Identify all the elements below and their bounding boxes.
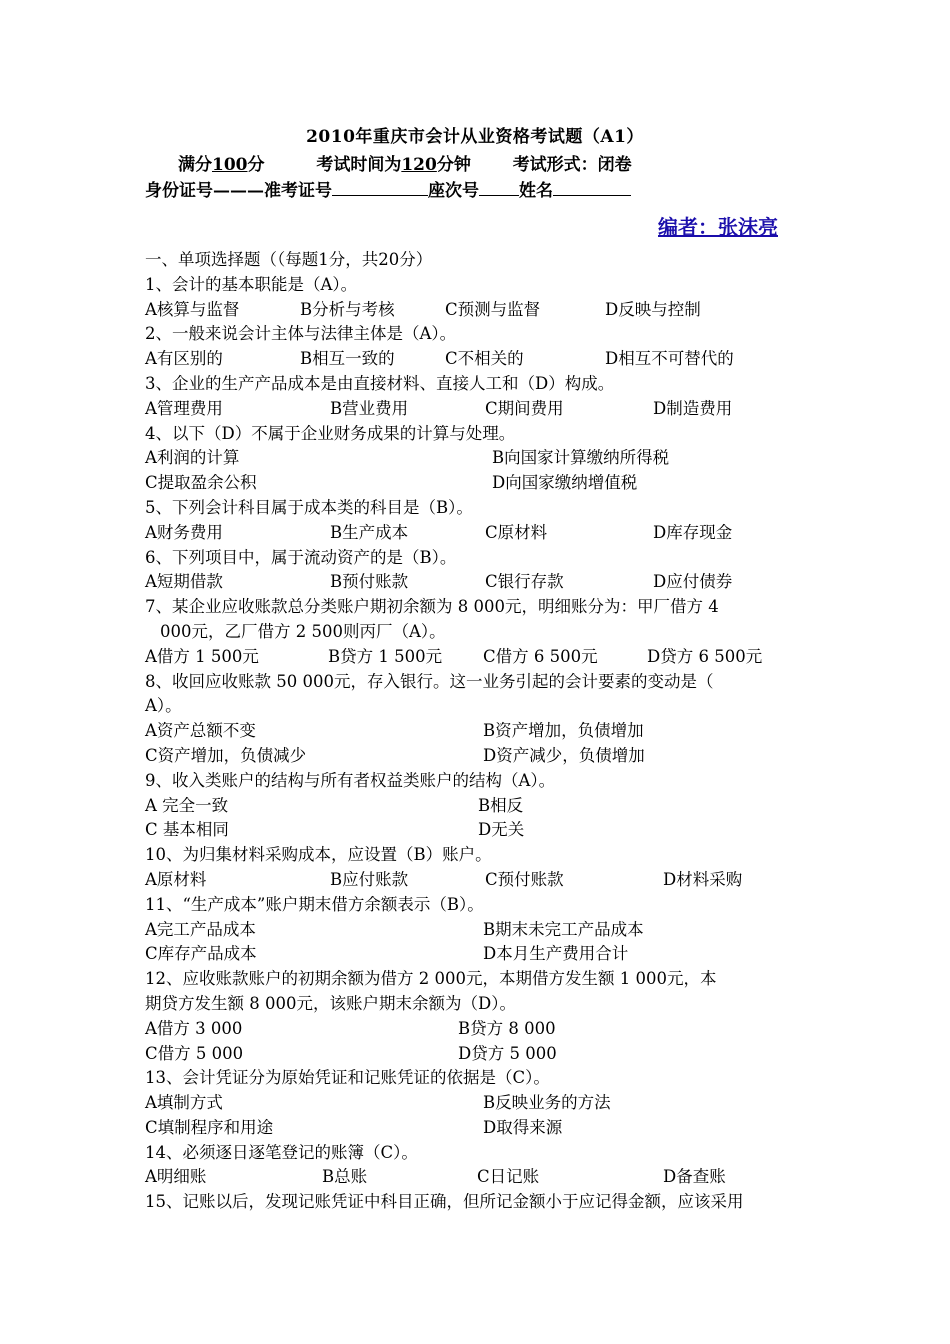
question-15: 15、记账以后，发现记账凭证中科目正确，但所记金额小于应记得金额，应该采用: [145, 1192, 744, 1212]
option: B总账: [322, 1167, 368, 1187]
options-1: [145, 298, 815, 323]
option: D贷方 5 000: [458, 1043, 557, 1063]
option: C原材料: [485, 522, 548, 542]
options-9a: [145, 794, 815, 819]
options-13b: [145, 1116, 815, 1141]
options-4b: [145, 471, 815, 496]
form-label: 考试形式：闭卷: [512, 155, 632, 175]
name-label: 姓名: [519, 181, 553, 201]
option: A管理费用: [145, 398, 223, 418]
option: D贷方 6 500元: [647, 646, 763, 666]
option: B期末未完工产品成本: [483, 919, 644, 939]
option: B营业费用: [330, 398, 409, 418]
question-2: 2、一般来说会计主体与法律主体是（A）。: [145, 324, 457, 344]
question-13: 13、会计凭证分为原始凭证和记账凭证的依据是（C）。: [145, 1068, 550, 1088]
option: A利润的计算: [145, 448, 240, 468]
option: D资产减少，负债增加: [483, 745, 645, 765]
question-list: [145, 248, 815, 1215]
option: B生产成本: [330, 522, 409, 542]
option: B贷方 1 500元: [328, 646, 443, 666]
option: C资产增加，负债减少: [145, 745, 307, 765]
option: C不相关的: [445, 349, 524, 369]
score-label: 满分: [178, 155, 212, 175]
question-8-cont: A）。: [145, 696, 182, 716]
option: B相互一致的: [300, 349, 395, 369]
option: A核算与监督: [145, 299, 240, 319]
option: B资产增加，负债增加: [483, 721, 644, 741]
question-5: 5、下列会计科目属于成本类的科目是（B）。: [145, 497, 473, 517]
options-5: [145, 521, 815, 546]
options-12a: [145, 1017, 815, 1042]
options-11a: [145, 918, 815, 943]
question-1: 1、会计的基本职能是（A）。: [145, 274, 358, 294]
option: B预付账款: [330, 572, 409, 592]
option: D反映与控制: [605, 299, 701, 319]
option: A 完全一致: [145, 795, 229, 815]
question-12: 12、应收账款账户的初期余额为借方 2 000元，本期借方发生额 1 000元，本: [145, 969, 717, 989]
options-11b: [145, 942, 815, 967]
option: D相互不可替代的: [605, 349, 734, 369]
option: A原材料: [145, 869, 207, 889]
options-14: [145, 1165, 815, 1190]
option: C借方 5 000: [145, 1043, 244, 1063]
option: C 基本相同: [145, 820, 229, 840]
id-label: 身份证号———准考证号: [145, 181, 332, 201]
question-6: 6、下列项目中，属于流动资产的是（B）。: [145, 547, 457, 567]
option: C提取盈余公积: [145, 473, 257, 493]
time-value: 120: [401, 155, 437, 175]
option: A财务费用: [145, 522, 223, 542]
option: C填制程序和用途: [145, 1117, 274, 1137]
option: D备查账: [663, 1167, 726, 1187]
options-9b: [145, 818, 815, 843]
name-blank: [553, 179, 631, 196]
option: D应付债券: [653, 572, 733, 592]
option: A完工产品成本: [145, 919, 256, 939]
seat-blank: [479, 179, 519, 196]
options-6: [145, 570, 815, 595]
option: D无关: [478, 820, 525, 840]
options-10: [145, 868, 815, 893]
question-9: 9、收入类账户的结构与所有者权益类账户的结构（A）。: [145, 770, 556, 790]
option: C预付账款: [485, 869, 564, 889]
question-14: 14、必须逐日逐笔登记的账簿（C）。: [145, 1142, 418, 1162]
options-4a: [145, 446, 815, 471]
option: C日记账: [477, 1167, 540, 1187]
score-unit: 分: [247, 155, 265, 175]
option: D材料采购: [663, 869, 743, 889]
option: A资产总额不变: [145, 721, 256, 741]
option: B反映业务的方法: [483, 1093, 611, 1113]
exam-number-blank: [332, 179, 428, 196]
options-8b: [145, 744, 815, 769]
time-label: 考试时间为: [316, 155, 402, 175]
question-12-cont: 期贷方发生额 8 000元，该账户期末余额为（D）。: [145, 993, 516, 1013]
question-11: 11、“生产成本”账户期末借方余额表示（B）。: [145, 894, 484, 914]
option: D取得来源: [483, 1117, 563, 1137]
option: D本月生产费用合计: [483, 944, 629, 964]
exam-meta: [178, 150, 632, 175]
option: A借方 3 000: [145, 1018, 243, 1038]
option: A短期借款: [145, 572, 223, 592]
option: A明细账: [145, 1167, 207, 1187]
question-10: 10、为归集材料采购成本，应设置（B）账户。: [145, 845, 492, 865]
option: C期间费用: [485, 398, 564, 418]
option: B分析与考核: [300, 299, 395, 319]
option: B相反: [478, 795, 524, 815]
seat-label: 座次号: [428, 181, 479, 201]
options-7: [145, 645, 815, 670]
candidate-info-line: [145, 176, 631, 201]
question-7: 7、某企业应收账款总分类账户期初余额为 8 000元，明细账分为：甲厂借方 4: [145, 597, 719, 617]
question-8: 8、收回应收账款 50 000元，存入银行。这一业务引起的会计要素的变动是（: [145, 671, 714, 691]
options-12b: [145, 1042, 815, 1067]
option: B向国家计算缴纳所得税: [492, 448, 670, 468]
question-4: 4、以下（D）不属于企业财务成果的计算与处理。: [145, 423, 516, 443]
option: C库存产品成本: [145, 944, 257, 964]
options-8a: [145, 719, 815, 744]
page-title: 2010年重庆市会计从业资格考试题（A1）: [306, 127, 644, 147]
options-13a: [145, 1091, 815, 1116]
section-heading: 一、单项选择题（（每题1分，共20分）: [145, 250, 433, 269]
option: D向国家缴纳增值税: [492, 473, 638, 493]
options-3: [145, 397, 815, 422]
option: D制造费用: [653, 398, 733, 418]
question-3: 3、企业的生产产品成本是由直接材料、直接人工和（D）构成。: [145, 373, 615, 393]
option: C银行存款: [485, 572, 564, 592]
option: D库存现金: [653, 522, 733, 542]
options-2: [145, 347, 815, 372]
question-7-cont: 000元，乙厂借方 2 500则丙厂（A）。: [160, 621, 446, 641]
option: A有区别的: [145, 349, 223, 369]
option: C预测与监督: [445, 299, 541, 319]
option: C借方 6 500元: [483, 646, 598, 666]
option: B应付账款: [330, 869, 409, 889]
option: A填制方式: [145, 1093, 223, 1113]
time-unit: 分钟: [436, 155, 471, 175]
score-value: 100: [212, 155, 248, 175]
option: A借方 1 500元: [145, 646, 259, 666]
option: B贷方 8 000: [458, 1018, 556, 1038]
author-link[interactable]: 编者：张沫亮: [658, 215, 778, 239]
